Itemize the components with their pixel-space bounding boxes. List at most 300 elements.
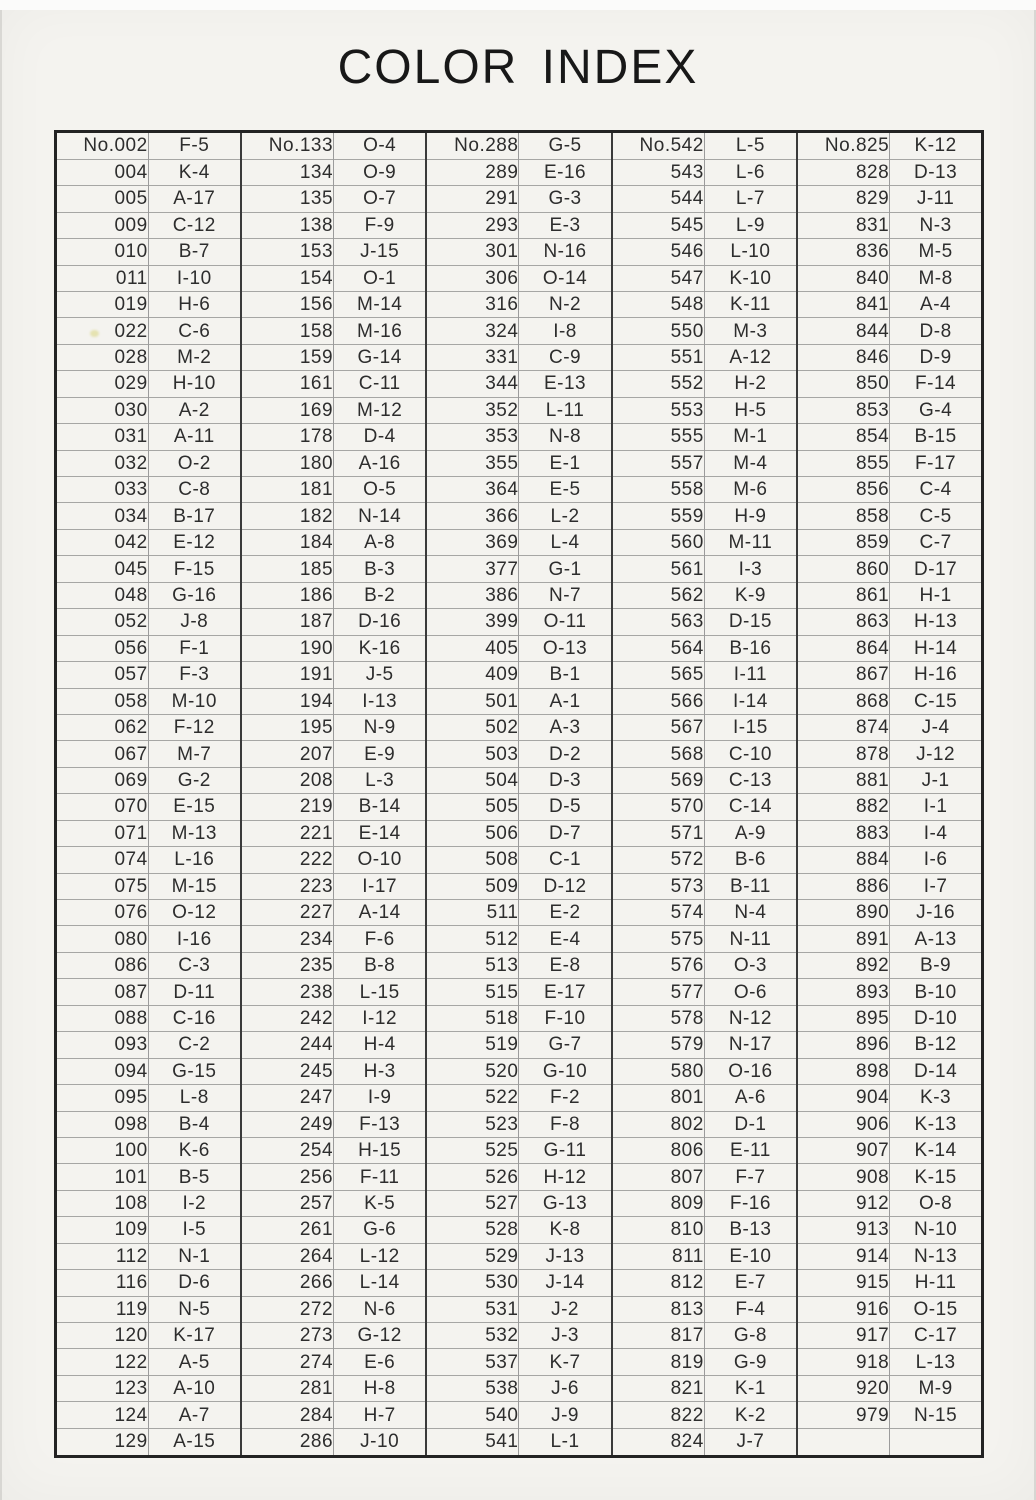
color-number-cell: 135 (241, 186, 334, 212)
grid-position-cell: M-15 (148, 873, 241, 899)
grid-position-cell: L-1 (519, 1428, 612, 1456)
grid-position-cell: N-5 (148, 1296, 241, 1322)
grid-position-cell: L-15 (334, 979, 427, 1005)
grid-position-cell: M-4 (704, 450, 797, 476)
color-number-cell: 244 (241, 1032, 334, 1058)
color-number-cell: 811 (612, 1243, 705, 1269)
color-number-cell: No.542 (612, 132, 705, 160)
grid-position-cell: H-5 (704, 397, 797, 423)
color-number-cell: 138 (241, 212, 334, 238)
color-number-cell: 355 (426, 450, 519, 476)
color-number-cell: 264 (241, 1243, 334, 1269)
grid-position-cell: K-15 (890, 1164, 983, 1190)
color-number-cell: 509 (426, 873, 519, 899)
grid-position-cell: D-14 (890, 1058, 983, 1084)
grid-position-cell: C-9 (519, 344, 612, 370)
grid-position-cell: D-9 (890, 344, 983, 370)
color-number-cell: 916 (797, 1296, 890, 1322)
color-number-cell: 119 (56, 1296, 149, 1322)
grid-position-cell: K-9 (704, 582, 797, 608)
grid-position-cell: M-2 (148, 344, 241, 370)
color-number-cell: 557 (612, 450, 705, 476)
color-number-cell: 824 (612, 1428, 705, 1456)
grid-position-cell: J-13 (519, 1243, 612, 1269)
grid-position-cell: L-13 (890, 1349, 983, 1375)
color-number-cell: 859 (797, 529, 890, 555)
color-number-cell: 860 (797, 556, 890, 582)
grid-position-cell: O-15 (890, 1296, 983, 1322)
table-row (56, 344, 983, 370)
grid-position-cell: C-5 (890, 503, 983, 529)
color-number-cell: 301 (426, 239, 519, 265)
grid-position-cell: I-5 (148, 1217, 241, 1243)
color-number-cell: 506 (426, 820, 519, 846)
grid-position-cell: O-8 (890, 1190, 983, 1216)
table-row (56, 397, 983, 423)
table-row (56, 265, 983, 291)
grid-position-cell: H-14 (890, 635, 983, 661)
color-number-cell: 538 (426, 1375, 519, 1401)
grid-position-cell: H-10 (148, 371, 241, 397)
color-number-cell: 812 (612, 1270, 705, 1296)
grid-position-cell: K-11 (704, 291, 797, 317)
color-number-cell: 528 (426, 1217, 519, 1243)
color-number-cell: 180 (241, 450, 334, 476)
grid-position-cell: G-4 (890, 397, 983, 423)
color-number-cell: 898 (797, 1058, 890, 1084)
grid-position-cell: K-16 (334, 635, 427, 661)
grid-position-cell: F-13 (334, 1111, 427, 1137)
grid-position-cell: G-2 (148, 767, 241, 793)
color-number-cell: 526 (426, 1164, 519, 1190)
color-number-cell: 846 (797, 344, 890, 370)
color-number-cell: 841 (797, 291, 890, 317)
grid-position-cell: C-1 (519, 847, 612, 873)
color-number-cell: 861 (797, 582, 890, 608)
color-number-cell: 567 (612, 714, 705, 740)
color-number-cell: 256 (241, 1164, 334, 1190)
table-row (56, 847, 983, 873)
grid-position-cell: D-6 (148, 1270, 241, 1296)
color-number-cell: 559 (612, 503, 705, 529)
grid-position-cell: N-6 (334, 1296, 427, 1322)
color-number-cell: 101 (56, 1164, 149, 1190)
color-number-cell: 086 (56, 952, 149, 978)
table-row (56, 767, 983, 793)
color-number-cell: 221 (241, 820, 334, 846)
grid-position-cell: C-6 (148, 318, 241, 344)
color-number-cell: 100 (56, 1137, 149, 1163)
grid-position-cell: F-10 (519, 1005, 612, 1031)
grid-position-cell: B-7 (148, 239, 241, 265)
color-number-cell: 261 (241, 1217, 334, 1243)
grid-position-cell: H-16 (890, 662, 983, 688)
grid-position-cell: E-4 (519, 926, 612, 952)
grid-position-cell: J-2 (519, 1296, 612, 1322)
color-number-cell: 124 (56, 1402, 149, 1428)
grid-position-cell: E-1 (519, 450, 612, 476)
table-row (56, 900, 983, 926)
grid-position-cell: D-7 (519, 820, 612, 846)
color-number-cell: 530 (426, 1270, 519, 1296)
grid-position-cell: N-15 (890, 1402, 983, 1428)
color-number-cell: 009 (56, 212, 149, 238)
color-number-cell: 352 (426, 397, 519, 423)
grid-position-cell: M-6 (704, 477, 797, 503)
grid-position-cell: E-12 (148, 529, 241, 555)
color-number-cell: 045 (56, 556, 149, 582)
color-number-cell: 892 (797, 952, 890, 978)
table-row (56, 794, 983, 820)
grid-position-cell: I-15 (704, 714, 797, 740)
grid-position-cell: A-3 (519, 714, 612, 740)
color-number-cell: 891 (797, 926, 890, 952)
color-number-cell: 579 (612, 1032, 705, 1058)
color-number-cell: 558 (612, 477, 705, 503)
grid-position-cell: M-8 (890, 265, 983, 291)
grid-position-cell: M-10 (148, 688, 241, 714)
color-number-cell: 577 (612, 979, 705, 1005)
grid-position-cell: K-10 (704, 265, 797, 291)
table-row (56, 556, 983, 582)
table-row (56, 159, 983, 185)
grid-position-cell: H-9 (704, 503, 797, 529)
table-row (56, 1005, 983, 1031)
grid-position-cell: F-1 (148, 635, 241, 661)
grid-position-cell: C-2 (148, 1032, 241, 1058)
table-row (56, 239, 983, 265)
grid-position-cell: K-14 (890, 1137, 983, 1163)
color-number-cell: 829 (797, 186, 890, 212)
color-number-cell: 810 (612, 1217, 705, 1243)
grid-position-cell: B-17 (148, 503, 241, 529)
grid-position-cell: A-6 (704, 1085, 797, 1111)
table-row (56, 212, 983, 238)
color-number-cell: 563 (612, 609, 705, 635)
grid-position-cell: E-14 (334, 820, 427, 846)
table-row (56, 1085, 983, 1111)
grid-position-cell: N-4 (704, 900, 797, 926)
color-number-cell: 234 (241, 926, 334, 952)
color-number-cell: 501 (426, 688, 519, 714)
grid-position-cell: A-14 (334, 900, 427, 926)
table-row (56, 820, 983, 846)
table-row (56, 1243, 983, 1269)
color-number-cell: 405 (426, 635, 519, 661)
grid-position-cell: A-15 (148, 1428, 241, 1456)
color-number-cell: 005 (56, 186, 149, 212)
grid-position-cell: I-8 (519, 318, 612, 344)
color-number-cell: 882 (797, 794, 890, 820)
grid-position-cell: J-8 (148, 609, 241, 635)
grid-position-cell: A-10 (148, 1375, 241, 1401)
grid-position-cell: C-15 (890, 688, 983, 714)
color-number-cell: 249 (241, 1111, 334, 1137)
grid-position-cell: D-4 (334, 424, 427, 450)
color-number-cell: 828 (797, 159, 890, 185)
grid-position-cell: F-2 (519, 1085, 612, 1111)
grid-position-cell: A-2 (148, 397, 241, 423)
color-number-cell: 913 (797, 1217, 890, 1243)
grid-position-cell: F-16 (704, 1190, 797, 1216)
color-number-cell: 831 (797, 212, 890, 238)
table-row (56, 1296, 983, 1322)
color-number-cell: 222 (241, 847, 334, 873)
grid-position-cell: J-10 (334, 1428, 427, 1456)
grid-position-cell: H-8 (334, 1375, 427, 1401)
color-number-cell: 281 (241, 1375, 334, 1401)
color-number-cell: 067 (56, 741, 149, 767)
color-number-cell: 907 (797, 1137, 890, 1163)
grid-position-cell: F-12 (148, 714, 241, 740)
grid-position-cell: D-13 (890, 159, 983, 185)
color-number-cell: 868 (797, 688, 890, 714)
grid-position-cell: E-15 (148, 794, 241, 820)
color-number-cell: 274 (241, 1349, 334, 1375)
color-number-cell: 564 (612, 635, 705, 661)
color-number-cell: 195 (241, 714, 334, 740)
table-row (56, 371, 983, 397)
color-number-cell: 266 (241, 1270, 334, 1296)
color-index-table (54, 130, 984, 1458)
grid-position-cell: G-8 (704, 1323, 797, 1349)
color-number-cell: 293 (426, 212, 519, 238)
grid-position-cell: D-3 (519, 767, 612, 793)
color-number-cell: 572 (612, 847, 705, 873)
grid-position-cell: N-16 (519, 239, 612, 265)
grid-position-cell: K-4 (148, 159, 241, 185)
page-title: COLOR INDEX (337, 41, 699, 94)
color-number-cell: 010 (56, 239, 149, 265)
grid-position-cell: G-7 (519, 1032, 612, 1058)
grid-position-cell: D-1 (704, 1111, 797, 1137)
color-number-cell: 185 (241, 556, 334, 582)
color-number-cell: 855 (797, 450, 890, 476)
table-row (56, 1270, 983, 1296)
grid-position-cell: A-5 (148, 1349, 241, 1375)
grid-position-cell: D-10 (890, 1005, 983, 1031)
grid-position-cell: O-4 (363, 135, 397, 157)
grid-position-cell: A-17 (148, 186, 241, 212)
grid-position-cell: O-14 (519, 265, 612, 291)
color-number-cell: 344 (426, 371, 519, 397)
color-number-cell: 520 (426, 1058, 519, 1084)
color-number-cell: 120 (56, 1323, 149, 1349)
grid-position-cell: L-12 (334, 1243, 427, 1269)
color-number-cell: 094 (56, 1058, 149, 1084)
grid-position-cell: B-1 (519, 662, 612, 688)
color-number-cell: 553 (612, 397, 705, 423)
grid-position-cell: C-4 (890, 477, 983, 503)
grid-position-cell: N-11 (704, 926, 797, 952)
grid-position-cell: C-7 (890, 529, 983, 555)
color-number-cell: 505 (426, 794, 519, 820)
grid-position-cell: D-12 (519, 873, 612, 899)
grid-position-cell: G-6 (334, 1217, 427, 1243)
grid-position-cell: N-2 (519, 291, 612, 317)
color-number-cell: 247 (241, 1085, 334, 1111)
table-row (56, 424, 983, 450)
color-number-cell: 917 (797, 1323, 890, 1349)
color-number-cell: 284 (241, 1402, 334, 1428)
grid-position-cell: B-10 (890, 979, 983, 1005)
color-number-cell: 108 (56, 1190, 149, 1216)
grid-position-cell: C-3 (148, 952, 241, 978)
color-number-cell: 806 (612, 1137, 705, 1163)
color-number-cell: 854 (797, 424, 890, 450)
color-number-cell: 399 (426, 609, 519, 635)
color-number-cell: 886 (797, 873, 890, 899)
grid-position-cell: I-12 (334, 1005, 427, 1031)
color-number-cell: 056 (56, 635, 149, 661)
color-number-cell: 548 (612, 291, 705, 317)
grid-position-cell: G-13 (519, 1190, 612, 1216)
grid-position-cell: H-4 (334, 1032, 427, 1058)
grid-position-cell: A-8 (334, 529, 427, 555)
grid-position-cell: N-1 (148, 1243, 241, 1269)
grid-position-cell: O-7 (334, 186, 427, 212)
color-number-cell: 235 (241, 952, 334, 978)
grid-position-cell: F-15 (148, 556, 241, 582)
grid-position-cell: N-14 (334, 503, 427, 529)
color-number-cell: 087 (56, 979, 149, 1005)
grid-position-cell: F-17 (890, 450, 983, 476)
grid-position-cell: M-7 (148, 741, 241, 767)
color-number-cell: 122 (56, 1349, 149, 1375)
grid-position-cell: K-17 (148, 1323, 241, 1349)
color-number-cell: 853 (797, 397, 890, 423)
table-row (56, 1032, 983, 1058)
table-row (56, 873, 983, 899)
color-number-cell: No.825 (797, 132, 890, 160)
table-row (56, 1428, 983, 1456)
grid-position-cell: J-7 (704, 1428, 797, 1456)
color-number-cell: 004 (56, 159, 149, 185)
table-row (56, 1349, 983, 1375)
grid-position-cell: B-4 (148, 1111, 241, 1137)
color-number-cell: 112 (56, 1243, 149, 1269)
color-number-cell: 502 (426, 714, 519, 740)
grid-position-cell: E-3 (519, 212, 612, 238)
grid-position-cell: L-11 (519, 397, 612, 423)
color-number-cell: 807 (612, 1164, 705, 1190)
color-number-cell: 161 (241, 371, 334, 397)
color-number-cell: 153 (241, 239, 334, 265)
grid-position-cell: A-13 (890, 926, 983, 952)
grid-position-cell: M-16 (334, 318, 427, 344)
color-number-cell: 030 (56, 397, 149, 423)
grid-position-cell: I-17 (334, 873, 427, 899)
color-number-cell: 123 (56, 1375, 149, 1401)
color-number-cell: 058 (56, 688, 149, 714)
color-number-cell: 242 (241, 1005, 334, 1031)
grid-position-cell: F-3 (148, 662, 241, 688)
table-row (56, 714, 983, 740)
color-number-cell: 223 (241, 873, 334, 899)
color-number-cell: 817 (612, 1323, 705, 1349)
grid-position-cell: N-7 (519, 582, 612, 608)
color-number-cell: 190 (241, 635, 334, 661)
grid-position-cell: H-6 (148, 291, 241, 317)
color-number-cell: 878 (797, 741, 890, 767)
grid-position-cell: F-6 (334, 926, 427, 952)
color-number-cell: 893 (797, 979, 890, 1005)
color-number-cell: 032 (56, 450, 149, 476)
grid-position-cell: I-7 (890, 873, 983, 899)
grid-position-cell: K-6 (148, 1137, 241, 1163)
color-number-cell: 182 (241, 503, 334, 529)
grid-position-cell: I-3 (704, 556, 797, 582)
grid-position-cell: L-4 (519, 529, 612, 555)
grid-position-cell: F-14 (890, 371, 983, 397)
grid-position-cell: N-13 (890, 1243, 983, 1269)
table-row (56, 926, 983, 952)
table-row (56, 503, 983, 529)
grid-position-cell: J-6 (519, 1375, 612, 1401)
grid-position-cell: N-3 (890, 212, 983, 238)
color-number-cell: 570 (612, 794, 705, 820)
color-number-cell: 369 (426, 529, 519, 555)
grid-position-cell: B-2 (334, 582, 427, 608)
grid-position-cell: O-12 (148, 900, 241, 926)
color-number-cell: 546 (612, 239, 705, 265)
color-number-cell: 840 (797, 265, 890, 291)
color-number-cell: 918 (797, 1349, 890, 1375)
color-number-cell: 543 (612, 159, 705, 185)
color-number-cell: 386 (426, 582, 519, 608)
table-row (56, 609, 983, 635)
color-number-cell: 377 (426, 556, 519, 582)
grid-position-cell: L-8 (148, 1085, 241, 1111)
table-row (56, 1375, 983, 1401)
grid-position-cell: J-12 (890, 741, 983, 767)
color-number-cell: 545 (612, 212, 705, 238)
color-number-cell: 022 (56, 318, 149, 344)
color-number-cell: 515 (426, 979, 519, 1005)
grid-position-cell: G-10 (519, 1058, 612, 1084)
table-row (56, 635, 983, 661)
grid-position-cell: I-6 (890, 847, 983, 873)
grid-position-cell: I-9 (334, 1085, 427, 1111)
color-number-cell: 540 (426, 1402, 519, 1428)
grid-position-cell: A-1 (519, 688, 612, 714)
color-number-cell: 574 (612, 900, 705, 926)
grid-position-cell: C-16 (148, 1005, 241, 1031)
color-number-cell: 529 (426, 1243, 519, 1269)
grid-position-cell: I-11 (704, 662, 797, 688)
color-number-cell: 844 (797, 318, 890, 344)
color-number-cell: 525 (426, 1137, 519, 1163)
color-number-cell: 813 (612, 1296, 705, 1322)
table-row (56, 1217, 983, 1243)
grid-position-cell: B-5 (148, 1164, 241, 1190)
grid-position-cell: I-16 (148, 926, 241, 952)
table-row (56, 741, 983, 767)
grid-position-cell: D-5 (519, 794, 612, 820)
table-row (56, 318, 983, 344)
color-number-cell: 052 (56, 609, 149, 635)
color-number-cell: 031 (56, 424, 149, 450)
color-number-cell: 286 (241, 1428, 334, 1456)
color-number-cell: 544 (612, 186, 705, 212)
color-number-cell: 191 (241, 662, 334, 688)
color-number-cell: 503 (426, 741, 519, 767)
grid-position-cell: D-8 (890, 318, 983, 344)
grid-position-cell: F-4 (704, 1296, 797, 1322)
grid-position-cell: B-6 (704, 847, 797, 873)
table-row (56, 1402, 983, 1428)
color-number-cell: 576 (612, 952, 705, 978)
